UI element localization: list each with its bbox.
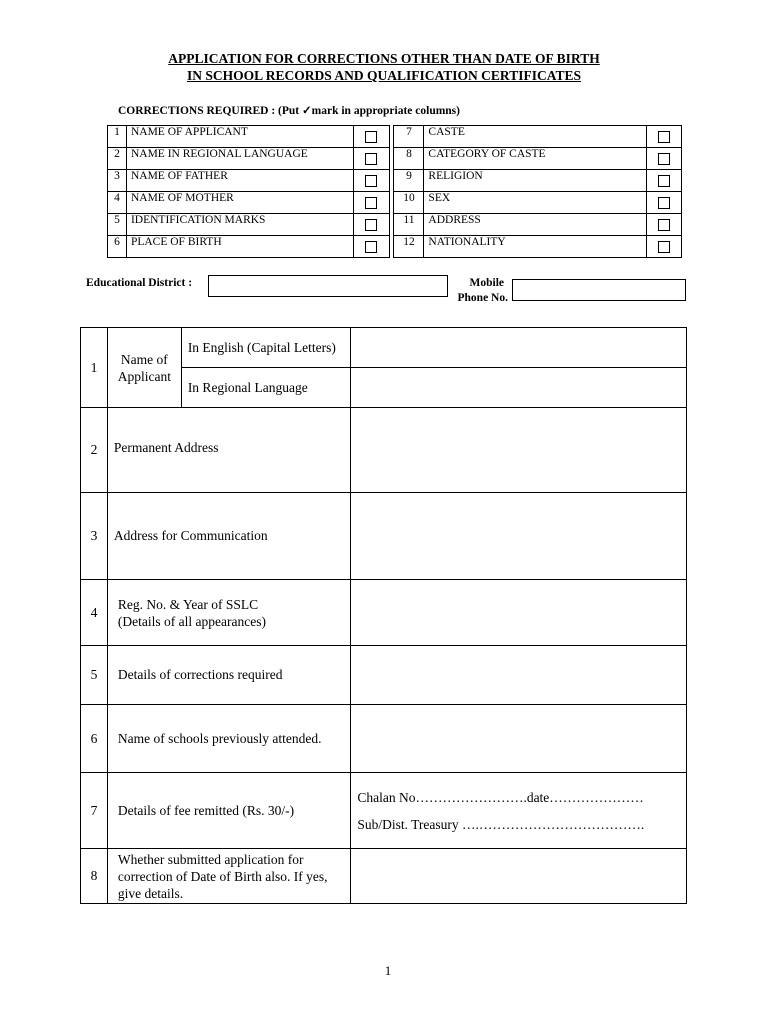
previous-schools-label: Name of schools previously attended. [107,705,350,773]
table-row [81,580,687,646]
item-number: 6 [108,236,127,258]
english-name-label: In English (Capital Letters) [181,328,351,368]
checkbox[interactable] [658,175,670,187]
item-label: CATEGORY OF CASTE [424,148,647,170]
sslc-label-line1: Reg. No. & Year of SSLC [117,596,259,612]
dob-correction-field[interactable] [351,849,687,904]
item-number: 4 [108,192,127,214]
mobile-label-line1: Mobile [469,277,504,289]
previous-schools-field[interactable] [351,705,687,773]
item-number: 7 [394,126,424,148]
item-label: CASTE [424,126,647,148]
table-row [81,849,687,904]
english-name-field[interactable] [351,328,687,368]
edu-district-label: Educational District : [86,277,193,289]
form-title-line2: IN SCHOOL RECORDS AND QUALIFICATION CERTIFICATES [187,68,581,83]
mobile-phone-field[interactable] [512,279,686,301]
table-row [81,408,687,493]
dob-label-line3: give details. [117,885,184,901]
corrections-row [108,170,682,192]
item-label: NAME OF MOTHER [126,192,353,214]
row-number: 7 [81,773,108,849]
name-of-applicant-label: Name of Applicant [107,328,181,408]
checkbox[interactable] [365,131,377,143]
corrections-row [108,126,682,148]
dob-label-line2: correction of Date of Birth also. If yes, [117,868,328,884]
item-label: NAME IN REGIONAL LANGUAGE [126,148,353,170]
fee-remitted-field[interactable] [351,773,687,849]
mobile-label-line2: Phone No. [457,292,508,304]
table-row [81,328,687,368]
item-number: 12 [394,236,424,258]
table-row [81,493,687,580]
sslc-details-label [107,580,350,646]
communication-address-field[interactable] [351,493,687,580]
row-number: 6 [81,705,108,773]
item-label: NAME OF FATHER [126,170,353,192]
communication-address-label: Address for Communication [107,493,350,580]
checkbox[interactable] [658,219,670,231]
item-label: NATIONALITY [424,236,647,258]
item-number: 5 [108,214,127,236]
checkbox[interactable] [365,241,377,253]
item-number: 2 [108,148,127,170]
item-label: PLACE OF BIRTH [126,236,353,258]
corrections-row [108,148,682,170]
row-number: 5 [81,646,108,705]
item-number: 9 [394,170,424,192]
corrections-heading: CORRECTIONS REQUIRED : (Put ✓mark in appropriate columns) [118,105,460,117]
row-number: 2 [81,408,108,493]
checkbox[interactable] [365,219,377,231]
checkbox[interactable] [365,175,377,187]
checkbox[interactable] [658,131,670,143]
form-title-line1: APPLICATION FOR CORRECTIONS OTHER THAN DATE OF BIRTH [168,51,600,66]
corrections-detail-label: Details of corrections required [107,646,350,705]
row-number: 3 [81,493,108,580]
table-row [81,705,687,773]
regional-name-field[interactable] [351,368,687,408]
checkbox[interactable] [365,197,377,209]
item-number: 10 [394,192,424,214]
corrections-table [107,125,682,258]
checkbox[interactable] [658,153,670,165]
row-number: 8 [81,849,108,904]
checkbox[interactable] [658,241,670,253]
item-number: 11 [394,214,424,236]
checkbox[interactable] [365,153,377,165]
item-label: IDENTIFICATION MARKS [126,214,353,236]
item-number: 8 [394,148,424,170]
sslc-details-field[interactable] [351,580,687,646]
application-table [80,327,687,904]
corrections-row [108,236,682,258]
chalan-line: Chalan No…………………….date………………… [357,789,644,805]
item-label: SEX [424,192,647,214]
treasury-line: Sub/Dist. Treasury ….………………………………. [357,816,645,832]
corrections-detail-field[interactable] [351,646,687,705]
edu-district-field[interactable] [208,275,448,297]
item-number: 1 [108,126,127,148]
item-label: NAME OF APPLICANT [126,126,353,148]
permanent-address-field[interactable] [351,408,687,493]
table-row [81,773,687,849]
checkbox[interactable] [658,197,670,209]
regional-name-label: In Regional Language [181,368,351,408]
corrections-row [108,214,682,236]
row-number: 1 [81,328,108,408]
corrections-row [108,192,682,214]
sslc-label-line2: (Details of all appearances) [117,613,266,629]
permanent-address-label: Permanent Address [107,408,350,493]
dob-correction-label [107,849,350,904]
item-number: 3 [108,170,127,192]
table-row [81,646,687,705]
item-label: RELIGION [424,170,647,192]
dob-label-line1: Whether submitted application for [117,851,304,867]
item-label: ADDRESS [424,214,647,236]
page-number: 1 [384,963,392,978]
row-number: 4 [81,580,108,646]
fee-remitted-label: Details of fee remitted (Rs. 30/-) [107,773,350,849]
